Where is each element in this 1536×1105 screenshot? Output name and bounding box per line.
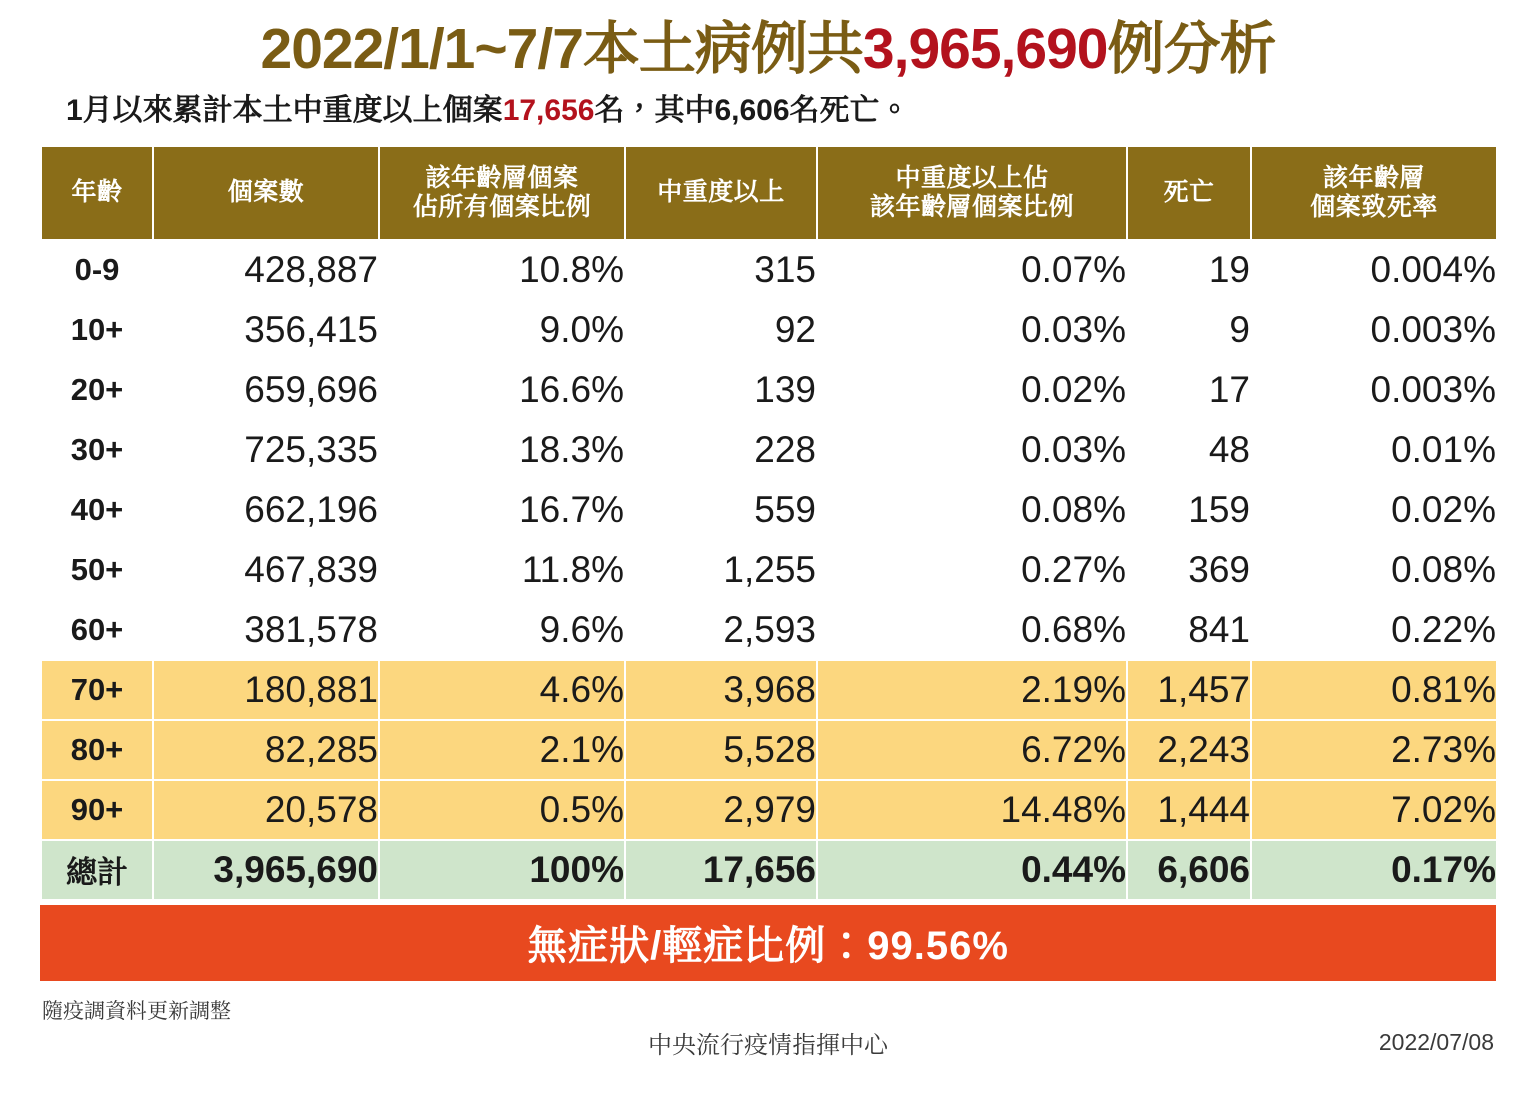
header-cases-line1: 個案數 (227, 178, 305, 207)
table-body (41, 240, 1497, 900)
cell-age: 20+ (41, 360, 153, 420)
cell-deaths: 841 (1127, 600, 1251, 660)
table-row (41, 540, 1497, 600)
table-row (41, 720, 1497, 780)
cell-severe: 559 (625, 480, 817, 540)
cell-cfr: 0.22% (1251, 600, 1497, 660)
cell-cases: 180,881 (153, 660, 379, 720)
cell-severe-percent: 6.72% (817, 720, 1127, 780)
cell-cases: 381,578 (153, 600, 379, 660)
cell-cases: 659,696 (153, 360, 379, 420)
cell-age: 40+ (41, 480, 153, 540)
cell-cases: 428,887 (153, 240, 379, 300)
cell-case-percent: 16.6% (379, 360, 625, 420)
cell-deaths: 19 (1127, 240, 1251, 300)
cell-severe: 2,979 (625, 780, 817, 840)
page-title (0, 18, 1536, 81)
cell-age: 0-9 (41, 240, 153, 300)
statistics-table-container (40, 145, 1496, 901)
header-cfr-line2: 個案致死率 (1310, 192, 1438, 221)
cell-case-percent: 100% (379, 840, 625, 900)
footer (0, 995, 1536, 1065)
table-row (41, 480, 1497, 540)
table-total-row (41, 840, 1497, 900)
statistics-table (40, 145, 1498, 901)
table-row (41, 420, 1497, 480)
cell-deaths: 1,457 (1127, 660, 1251, 720)
cell-case-percent: 0.5% (379, 780, 625, 840)
cell-severe-percent: 0.44% (817, 840, 1127, 900)
cell-severe-percent: 0.27% (817, 540, 1127, 600)
footer-date: 2022/07/08 (1378, 1028, 1494, 1055)
cell-severe: 139 (625, 360, 817, 420)
cell-severe-percent: 0.08% (817, 480, 1127, 540)
header-age (41, 146, 153, 240)
cell-severe-percent: 2.19% (817, 660, 1127, 720)
cell-severe-percent: 0.68% (817, 600, 1127, 660)
cell-deaths: 1,444 (1127, 780, 1251, 840)
cell-case-percent: 9.0% (379, 300, 625, 360)
cell-deaths: 17 (1127, 360, 1251, 420)
header-deaths-line1: 死亡 (1163, 178, 1215, 207)
cell-cases: 20,578 (153, 780, 379, 840)
header-severe (625, 146, 817, 240)
title-suffix: 例分析 (1107, 17, 1276, 81)
mild-case-ratio-banner: 無症狀/輕症比例：99.56% (40, 905, 1496, 981)
header-severe-percent-line2: 該年齡層個案比例 (869, 192, 1074, 221)
cell-deaths: 6,606 (1127, 840, 1251, 900)
title-prefix: 2022/1/1~7/7本土病例共 (260, 17, 863, 81)
table-header (41, 146, 1497, 240)
table-row (41, 360, 1497, 420)
cell-cfr: 0.08% (1251, 540, 1497, 600)
cell-age: 60+ (41, 600, 153, 660)
cell-case-percent: 11.8% (379, 540, 625, 600)
cell-age: 總計 (41, 840, 153, 900)
header-case-percent (379, 146, 625, 240)
cell-cfr: 7.02% (1251, 780, 1497, 840)
table-row (41, 300, 1497, 360)
slide-page (0, 18, 1536, 1105)
header-deaths (1127, 146, 1251, 240)
cell-cases: 725,335 (153, 420, 379, 480)
cell-age: 50+ (41, 540, 153, 600)
cell-severe: 315 (625, 240, 817, 300)
cell-case-percent: 16.7% (379, 480, 625, 540)
table-header-row (41, 146, 1497, 240)
cell-cases: 3,965,690 (153, 840, 379, 900)
cell-severe: 2,593 (625, 600, 817, 660)
cell-severe: 17,656 (625, 840, 817, 900)
cell-deaths: 159 (1127, 480, 1251, 540)
table-row (41, 660, 1497, 720)
header-severe-percent-line1: 中重度以上佔 (895, 163, 1049, 192)
header-case-percent-line2: 佔所有個案比例 (412, 192, 592, 221)
cell-cfr: 2.73% (1251, 720, 1497, 780)
cell-severe: 228 (625, 420, 817, 480)
cell-severe-percent: 0.07% (817, 240, 1127, 300)
cell-cfr: 0.02% (1251, 480, 1497, 540)
title-highlight-number: 3,965,690 (862, 17, 1108, 81)
cell-cfr: 0.004% (1251, 240, 1497, 300)
cell-cfr: 0.01% (1251, 420, 1497, 480)
header-cases (153, 146, 379, 240)
footer-note: 隨疫調資料更新調整 (42, 999, 231, 1023)
table-row (41, 240, 1497, 300)
subtitle-prefix: 1月以來累計本土中重度以上個案 (66, 93, 503, 127)
cell-cfr: 0.17% (1251, 840, 1497, 900)
cell-severe-percent: 14.48% (817, 780, 1127, 840)
cell-severe: 5,528 (625, 720, 817, 780)
footer-organization: 中央流行疫情指揮中心 (648, 1031, 888, 1059)
header-cfr-line1: 該年齡層 (1322, 163, 1425, 192)
header-age-line1: 年齡 (71, 178, 123, 207)
cell-cases: 467,839 (153, 540, 379, 600)
cell-cfr: 0.003% (1251, 360, 1497, 420)
cell-cfr: 0.81% (1251, 660, 1497, 720)
cell-severe-percent: 0.02% (817, 360, 1127, 420)
cell-cases: 82,285 (153, 720, 379, 780)
cell-case-percent: 18.3% (379, 420, 625, 480)
cell-deaths: 369 (1127, 540, 1251, 600)
subtitle-highlight-number: 17,656 (502, 93, 595, 127)
page-subtitle (66, 93, 1536, 129)
header-severe-line1: 中重度以上 (657, 178, 785, 207)
cell-deaths: 2,243 (1127, 720, 1251, 780)
cell-cfr: 0.003% (1251, 300, 1497, 360)
cell-deaths: 9 (1127, 300, 1251, 360)
cell-age: 70+ (41, 660, 153, 720)
cell-age: 90+ (41, 780, 153, 840)
cell-case-percent: 9.6% (379, 600, 625, 660)
cell-severe: 1,255 (625, 540, 817, 600)
cell-age: 10+ (41, 300, 153, 360)
cell-severe: 3,968 (625, 660, 817, 720)
header-severe-percent (817, 146, 1127, 240)
cell-age: 30+ (41, 420, 153, 480)
cell-severe-percent: 0.03% (817, 300, 1127, 360)
cell-severe: 92 (625, 300, 817, 360)
table-row (41, 780, 1497, 840)
table-row (41, 600, 1497, 660)
header-cfr (1251, 146, 1497, 240)
header-case-percent-line1: 該年齡層個案 (425, 163, 579, 192)
cell-age: 80+ (41, 720, 153, 780)
cell-case-percent: 4.6% (379, 660, 625, 720)
cell-case-percent: 10.8% (379, 240, 625, 300)
cell-cases: 356,415 (153, 300, 379, 360)
cell-severe-percent: 0.03% (817, 420, 1127, 480)
cell-case-percent: 2.1% (379, 720, 625, 780)
subtitle-suffix: 名，其中6,606名死亡。 (594, 93, 910, 127)
cell-deaths: 48 (1127, 420, 1251, 480)
cell-cases: 662,196 (153, 480, 379, 540)
